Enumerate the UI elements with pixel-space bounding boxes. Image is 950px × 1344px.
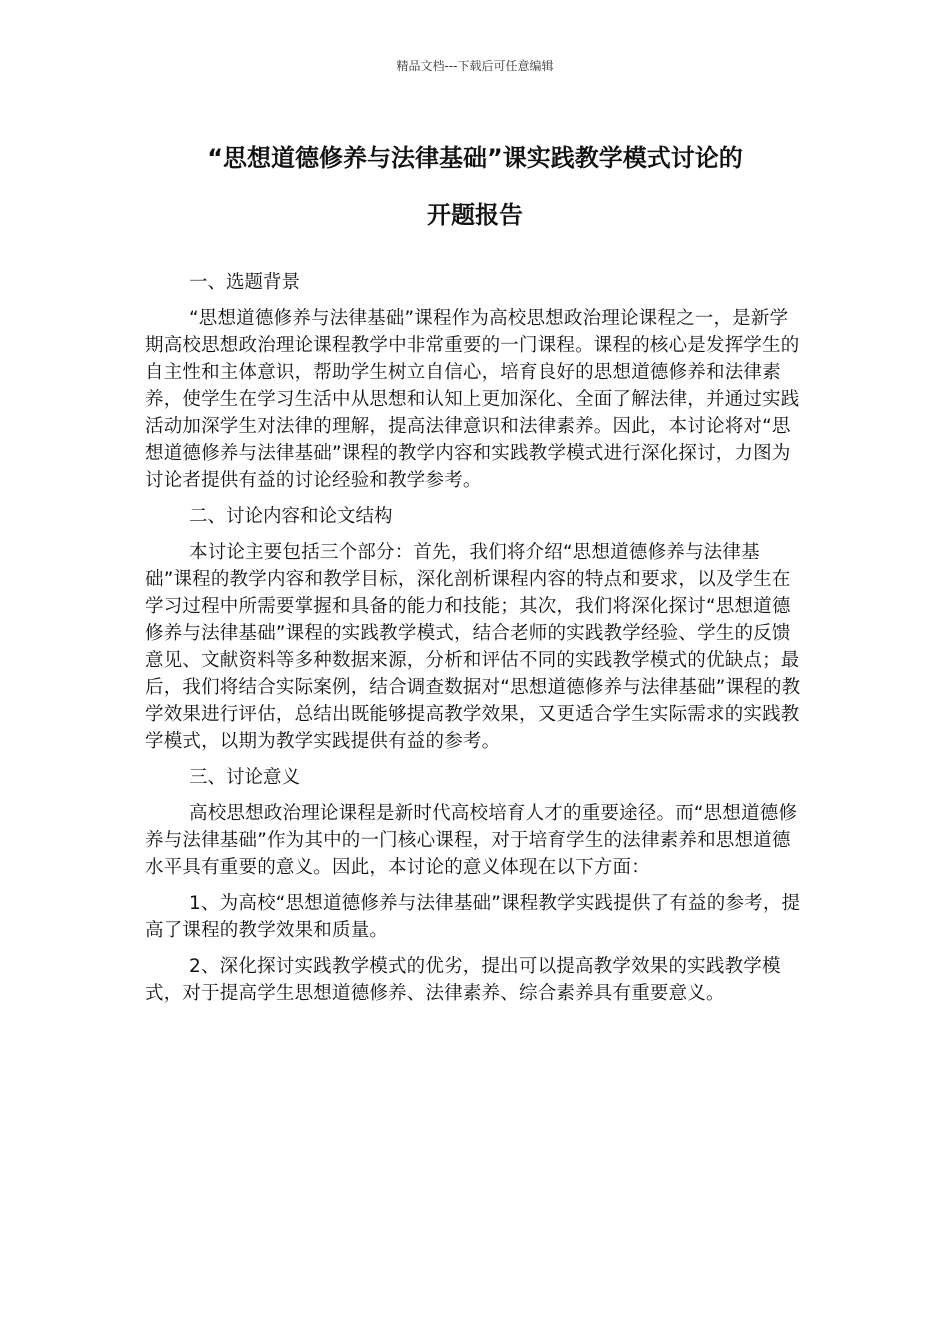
body-paragraph: 高校思想政治理论课程是新时代高校培育人才的重要途径。而“思想道德修养与法律基础”作为其中的一门核心课程，对于培育学生的法律素养和思想道德水平具有重要的意义。因此，本讨论的意义体现在以下方面： xyxy=(145,803,798,878)
body-paragraph: 本讨论主要包括三个部分：首先，我们将介绍“思想道德修养与法律基础”课程的教学内容和教学目标，深化剖析课程内容的特点和要求，以及学生在学习过程中所需要掌握和具备的能力和技能；其次，我们将深化探讨“思想道德修养与法律基础”课程的实践教学模式，结合老师的实践教学经验、学生的反馈意见、文献资料等多种数据来源，分析和评估不同的实践教学模式的优缺点；最后，我们将结合实际案例，结合调查数据对“思想道德修养与法律基础”课程的教学效果进行评估，总结出既能够提高教学效果，又更适合学生实际需求的实践教学模式，以期为教学实践提供有益的参考。 xyxy=(145,542,801,752)
document-title-line-2: 开题报告 xyxy=(427,201,523,229)
document-title xyxy=(120,130,830,244)
section-heading: 一、选题背景 xyxy=(189,272,301,293)
section-content-structure xyxy=(145,503,805,755)
section-heading: 二、讨论内容和论文结构 xyxy=(189,506,393,527)
list-item: 2、深化探讨实践教学模式的优劣，提出可以提高教学效果的实践教学模式，对于提高学生思想道德修养、法律素养、综合素养具有重要意义。 xyxy=(145,956,781,1004)
document-title-line-1: “思想道德修养与法律基础”课实践教学模式讨论的 xyxy=(207,144,743,172)
section-background xyxy=(145,269,805,494)
list-item: 1、为高校“思想道德修养与法律基础”课程教学实践提供了有益的参考，提高了课程的教学效果和质量。 xyxy=(145,893,801,941)
body-paragraph: “思想道德修养与法律基础”课程作为高校思想政治理论课程之一，是新学期高校思想政治理论课程教学中非常重要的一门课程。课程的核心是发挥学生的自主性和主体意识，帮助学生树立自信心，培育良好的思想道德修养和法律素养，使学生在学习生活中从思想和认知上更加深化、全面了解法律，并通过实践活动加深学生对法律的理解，提高法律意识和法律素养。因此，本讨论将对“思想道德修养与法律基础”课程的教学内容和实践教学模式进行深化探讨，力图为讨论者提供有益的讨论经验和教学参考。 xyxy=(145,308,800,491)
document-body xyxy=(145,269,805,1016)
section-heading: 三、讨论意义 xyxy=(189,767,301,788)
page-header: 精品文档---下载后可任意编辑 xyxy=(396,59,554,73)
section-significance xyxy=(145,764,805,1007)
